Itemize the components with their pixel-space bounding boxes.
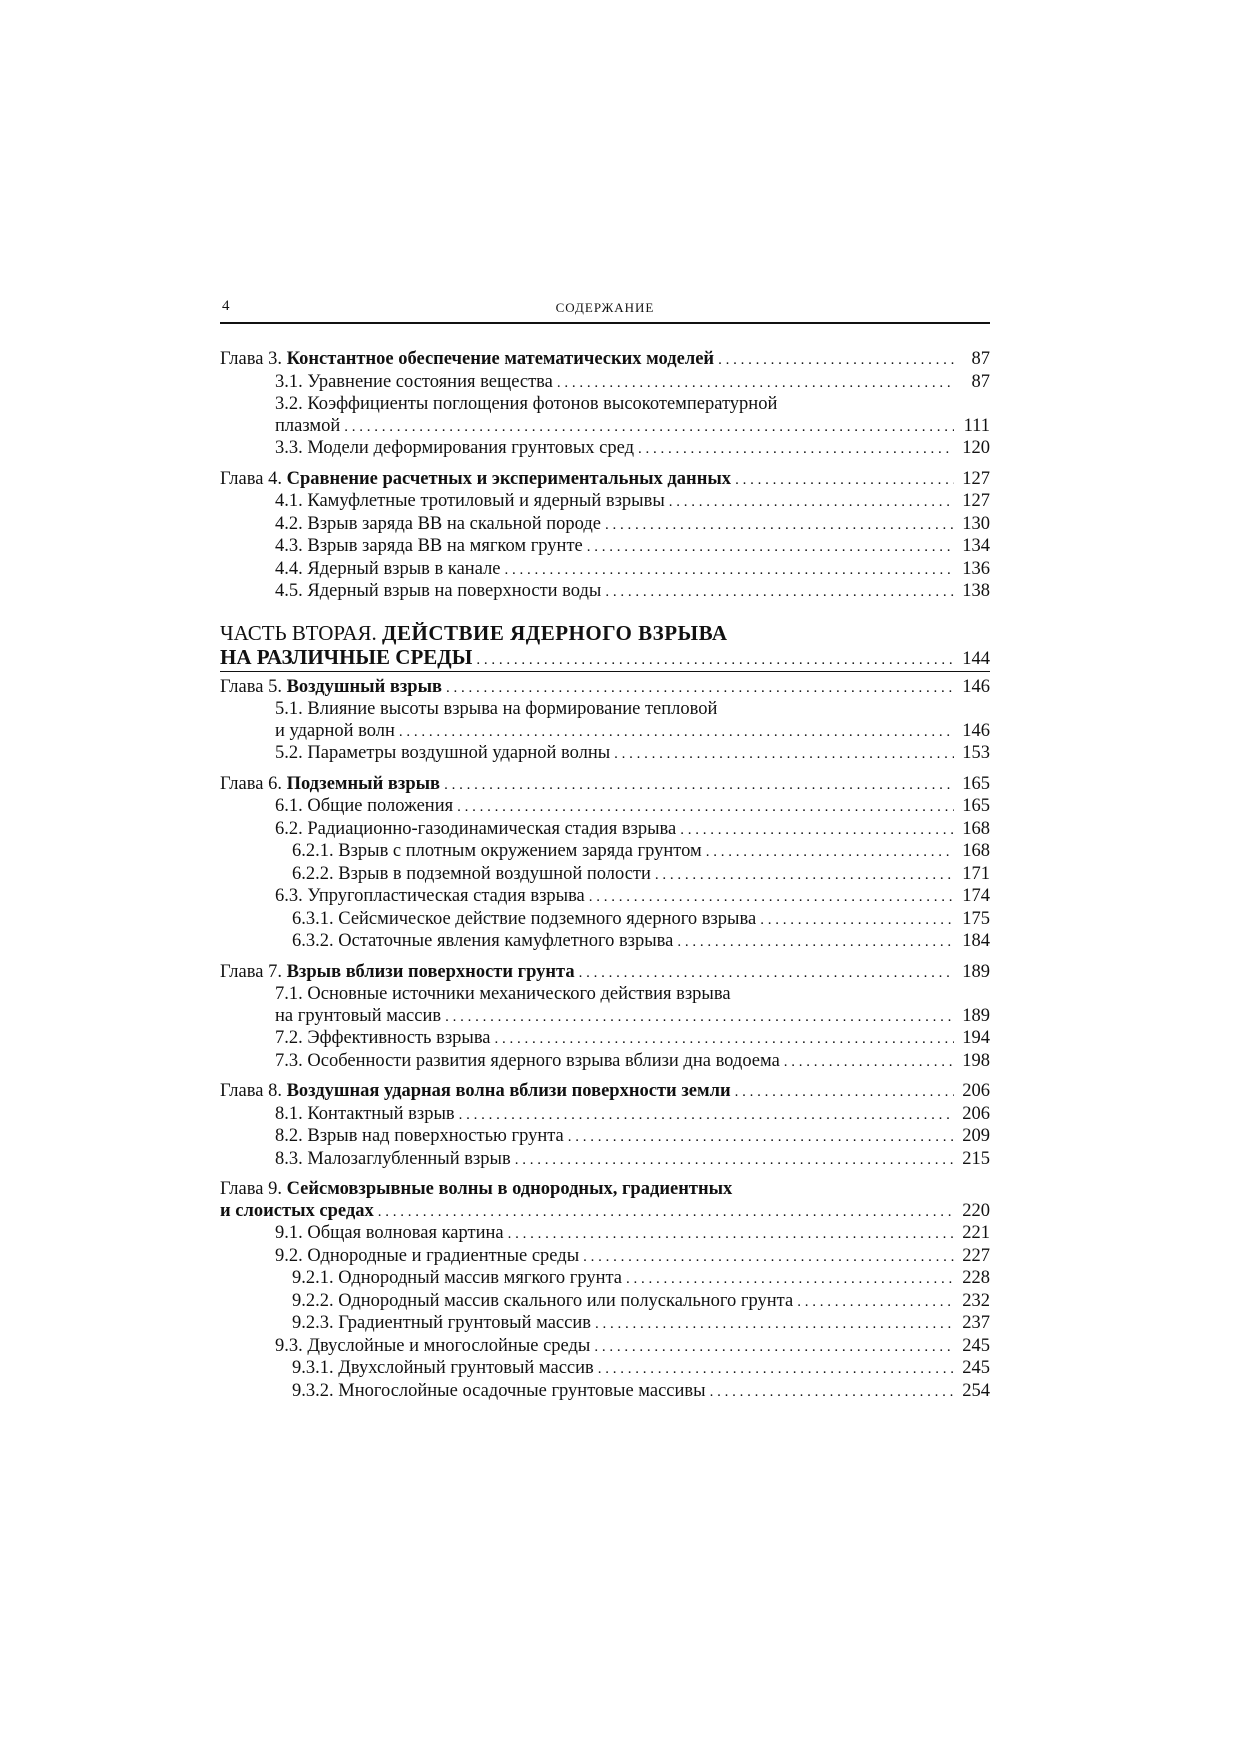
page-ref: 87: [971, 349, 990, 369]
chapter-title: Сравнение расчетных и экспериментальных данных: [286, 468, 732, 489]
section-title: Двуслойные и многослойные среды: [307, 1335, 591, 1356]
leader-dots: [344, 415, 954, 439]
toc-section-9-3[interactable]: [220, 1335, 990, 1358]
toc-section-3-1[interactable]: [220, 371, 990, 394]
toc-section-9-1[interactable]: [220, 1222, 990, 1245]
leader-dots: [399, 720, 954, 744]
page-ref: 232: [962, 1290, 990, 1311]
section-number: 6.2.: [275, 818, 303, 839]
leader-dots: [605, 580, 954, 604]
leader-dots: [457, 795, 954, 819]
leader-dots: [605, 513, 954, 537]
section-number: 6.3.1.: [292, 908, 334, 929]
section-title: Эффективность взрыва: [307, 1028, 491, 1048]
section-title: Упругопластическая стадия взрыва: [307, 886, 585, 906]
section-number: 3.2.: [275, 394, 303, 414]
section-title-cont: и ударной волн: [275, 721, 395, 741]
section-title: Основные источники механического действия взрыва: [307, 984, 731, 1004]
page-ref: 146: [962, 676, 990, 697]
page-ref: 127: [962, 468, 990, 489]
leader-dots: [589, 885, 954, 909]
section-title: Малозаглубленный взрыв: [307, 1148, 511, 1169]
toc-section-4-1[interactable]: [220, 490, 990, 513]
page-ref: 189: [962, 961, 990, 982]
leader-dots: [587, 535, 954, 559]
chapter-prefix: Глава 4.: [220, 468, 282, 489]
toc-subsection-9-2-3[interactable]: [220, 1312, 990, 1335]
toc-subsection-6-2-2[interactable]: [220, 863, 990, 886]
section-number: 8.3.: [275, 1148, 303, 1169]
page-ref: 111: [963, 416, 990, 436]
section-title: Взрыв заряда ВВ на мягком грунте: [307, 536, 583, 556]
toc-chapter-3[interactable]: [220, 348, 990, 371]
toc-chapter-6[interactable]: [220, 773, 990, 796]
leader-dots: [594, 1335, 954, 1359]
leader-dots: [598, 1357, 954, 1381]
toc-subsection-9-3-2[interactable]: [220, 1380, 990, 1403]
toc-chapter-5[interactable]: [220, 676, 990, 699]
leader-dots: [710, 1380, 954, 1404]
page-number: 4: [222, 298, 230, 314]
section-title: Остаточные явления камуфлетного взрыва: [338, 931, 674, 951]
toc-chapter-8[interactable]: [220, 1080, 990, 1103]
toc-part-2[interactable]: [220, 645, 990, 672]
section-title: Взрыв с плотным окружением заряда грунтом: [338, 841, 702, 861]
section-title: Взрыв в подземной воздушной полости: [338, 863, 651, 884]
section-title: Однородный массив мягкого грунта: [338, 1268, 623, 1288]
page-ref: 245: [962, 1335, 990, 1356]
section-number: 6.1.: [275, 796, 303, 816]
section-title: Модели деформирования грунтовых сред: [307, 438, 634, 458]
chapter-title: Воздушная ударная волна вблизи поверхности земли: [286, 1081, 731, 1101]
chapter-title-cont: и слоистых средах: [220, 1201, 374, 1221]
leader-dots: [677, 930, 954, 954]
toc-part-2-line1[interactable]: [220, 621, 990, 645]
section-title: Особенности развития ядерного взрыва вблизи дна водоема: [307, 1050, 780, 1071]
toc-section-4-5[interactable]: [220, 580, 990, 603]
leader-dots: [626, 1267, 954, 1291]
toc-section-6-2[interactable]: [220, 818, 990, 841]
page-ref: 206: [962, 1103, 990, 1124]
leader-dots: [508, 1222, 954, 1246]
section-title: Камуфлетные тротиловый и ядерный взрывы: [307, 491, 665, 511]
chapter-prefix: Глава 3.: [220, 349, 282, 369]
section-title: Влияние высоты взрыва на формирование тепловой: [307, 699, 718, 719]
toc-chapter-9-line1[interactable]: [220, 1178, 990, 1200]
leader-dots: [568, 1125, 954, 1149]
leader-dots: [735, 1080, 954, 1104]
section-number: 9.2.: [275, 1245, 303, 1266]
toc-section-9-2[interactable]: [220, 1245, 990, 1268]
page-ref: 237: [962, 1313, 990, 1333]
leader-dots: [784, 1050, 954, 1074]
section-number: 7.3.: [275, 1050, 303, 1071]
section-number: 3.3.: [275, 438, 303, 458]
section-number: 7.2.: [275, 1028, 303, 1048]
running-header: [220, 294, 990, 324]
leader-dots: [797, 1290, 954, 1314]
toc-subsection-9-2-2[interactable]: [220, 1290, 990, 1313]
part-title: ДЕЙСТВИЕ ЯДЕРНОГО ВЗРЫВА: [382, 620, 728, 645]
leader-dots: [459, 1103, 954, 1127]
leader-dots: [583, 1245, 954, 1269]
page-ref: 184: [962, 931, 990, 951]
page-ref: 215: [962, 1148, 990, 1169]
section-number: 8.2.: [275, 1126, 303, 1146]
toc-section-8-1[interactable]: [220, 1103, 990, 1126]
section-title: Параметры воздушной ударной волны: [307, 743, 611, 763]
leader-dots: [446, 676, 954, 700]
leader-dots: [735, 468, 954, 492]
section-title: Ядерный взрыв в канале: [307, 558, 501, 579]
leader-dots: [718, 348, 954, 372]
toc-chapter-7[interactable]: [220, 961, 990, 984]
leader-dots: [579, 961, 954, 985]
page-ref: 144: [962, 648, 990, 669]
page-ref: 198: [962, 1050, 990, 1071]
page-ref: 206: [962, 1081, 990, 1101]
section-number: 7.1.: [275, 984, 303, 1004]
section-number: 9.3.1.: [292, 1358, 334, 1378]
section-title: Взрыв над поверхностью грунта: [307, 1126, 564, 1146]
page-ref: 120: [962, 438, 990, 458]
toc-section-7-1-line1[interactable]: [220, 983, 990, 1005]
section-number: 4.3.: [275, 536, 303, 556]
section-number: 9.2.2.: [292, 1290, 334, 1311]
chapter-title: Подземный взрыв: [286, 773, 441, 794]
section-title: Многослойные осадочные грунтовые массивы: [338, 1380, 706, 1401]
chapter-prefix: Глава 5.: [220, 676, 282, 697]
chapter-title: Константное обеспечение математических моделей: [286, 349, 715, 369]
page-ref: 168: [962, 818, 990, 839]
section-number: 8.1.: [275, 1103, 303, 1124]
section-title: Однородный массив скального или полускального грунта: [338, 1290, 794, 1311]
leader-dots: [760, 908, 954, 932]
leader-dots: [515, 1148, 954, 1172]
page-ref: 134: [962, 536, 990, 556]
section-number: 4.1.: [275, 491, 303, 511]
toc-section-6-3[interactable]: [220, 885, 990, 908]
toc-section-4-3[interactable]: [220, 535, 990, 558]
page-ref: 245: [962, 1358, 990, 1378]
page-ref: 220: [962, 1201, 990, 1221]
header-title: СОДЕРЖАНИЕ: [555, 300, 655, 315]
page-ref: 209: [962, 1126, 990, 1146]
page-ref: 189: [962, 1006, 990, 1026]
leader-dots: [669, 490, 954, 514]
section-number: 9.2.1.: [292, 1268, 334, 1288]
page-ref: 168: [962, 841, 990, 861]
toc-chapter-4[interactable]: [220, 468, 990, 491]
page-ref: 87: [971, 371, 990, 392]
page-ref: 165: [962, 796, 990, 816]
toc-subsection-9-3-1[interactable]: [220, 1357, 990, 1380]
page-ref: 194: [962, 1028, 990, 1048]
chapter-prefix: Глава 6.: [220, 773, 282, 794]
toc-section-8-2[interactable]: [220, 1125, 990, 1148]
page-ref: 153: [962, 743, 990, 763]
leader-dots: [595, 1312, 954, 1336]
toc-section-5-1[interactable]: [220, 720, 990, 742]
leader-dots: [505, 558, 954, 582]
chapter-prefix: Глава 7.: [220, 961, 282, 982]
section-title: Общая волновая картина: [307, 1223, 504, 1243]
section-title: Ядерный взрыв на поверхности воды: [307, 581, 602, 601]
leader-dots: [680, 818, 954, 842]
leader-dots: [445, 1005, 954, 1029]
chapter-title: Воздушный взрыв: [286, 676, 443, 697]
section-title-cont: плазмой: [275, 416, 341, 436]
section-number: 4.5.: [275, 581, 303, 601]
section-title: Градиентный грунтовый массив: [338, 1313, 591, 1333]
page-ref: 165: [962, 773, 990, 794]
toc-section-6-1[interactable]: [220, 795, 990, 818]
section-number: 4.2.: [275, 513, 303, 534]
section-title: Однородные и градиентные среды: [307, 1245, 580, 1266]
leader-dots: [614, 742, 954, 766]
toc-section-3-2[interactable]: [220, 415, 990, 437]
part-prefix: ЧАСТЬ ВТОРАЯ.: [220, 620, 377, 645]
toc-section-7-3[interactable]: [220, 1050, 990, 1073]
chapter-prefix: Глава 9.: [220, 1179, 282, 1199]
page-ref: 221: [962, 1223, 990, 1243]
toc-chapter-9[interactable]: [220, 1200, 990, 1222]
chapter-title: Взрыв вблизи поверхности грунта: [286, 961, 575, 982]
section-number: 6.2.2.: [292, 863, 334, 884]
chapter-title: Сейсмовзрывные волны в однородных, градиентных: [286, 1179, 733, 1199]
page-ref: 227: [962, 1245, 990, 1266]
toc-section-8-3[interactable]: [220, 1148, 990, 1171]
section-title-cont: на грунтовый массив: [275, 1006, 442, 1026]
section-title: Уравнение состояния вещества: [307, 371, 553, 392]
section-title: Коэффициенты поглощения фотонов высокотемпературной: [307, 394, 778, 414]
section-title: Общие положения: [307, 796, 454, 816]
section-title: Сейсмическое действие подземного ядерного взрыва: [338, 908, 757, 929]
page-ref: 254: [962, 1380, 990, 1401]
page-ref: 127: [962, 491, 990, 511]
toc-subsection-6-3-1[interactable]: [220, 908, 990, 931]
section-number: 3.1.: [275, 371, 303, 392]
page-ref: 171: [962, 863, 990, 884]
section-number: 9.3.2.: [292, 1380, 334, 1401]
toc-section-5-2[interactable]: [220, 742, 990, 765]
leader-dots: [495, 1027, 954, 1051]
leader-dots: [444, 773, 954, 797]
leader-dots: [476, 645, 954, 672]
page-ref: 130: [962, 513, 990, 534]
page-ref: 146: [962, 721, 990, 741]
section-number: 6.2.1.: [292, 841, 334, 861]
page-ref: 138: [962, 581, 990, 601]
toc-subsection-6-3-2[interactable]: [220, 930, 990, 953]
section-title: Взрыв заряда ВВ на скальной породе: [307, 513, 602, 534]
toc-section-5-1-line1[interactable]: [220, 698, 990, 720]
toc-section-3-3[interactable]: [220, 437, 990, 460]
page-ref: 175: [962, 908, 990, 929]
section-number: 9.2.3.: [292, 1313, 334, 1333]
toc-section-7-2[interactable]: [220, 1027, 990, 1050]
section-number: 6.3.: [275, 886, 303, 906]
section-number: 9.1.: [275, 1223, 303, 1243]
toc-subsection-9-2-1[interactable]: [220, 1267, 990, 1290]
leader-dots: [638, 437, 954, 461]
leader-dots: [706, 840, 954, 864]
chapter-prefix: Глава 8.: [220, 1081, 282, 1101]
leader-dots: [378, 1200, 954, 1224]
section-title: Контактный взрыв: [307, 1103, 455, 1124]
section-title: Двухслойный грунтовый массив: [338, 1358, 594, 1378]
section-number: 9.3.: [275, 1335, 303, 1356]
toc-section-4-2[interactable]: [220, 513, 990, 536]
section-title: Радиационно-газодинамическая стадия взрыва: [307, 818, 677, 839]
section-number: 4.4.: [275, 558, 303, 579]
section-number: 5.2.: [275, 743, 303, 763]
leader-dots: [655, 863, 954, 887]
toc-subsection-6-2-1[interactable]: [220, 840, 990, 863]
part-title-cont: НА РАЗЛИЧНЫЕ СРЕДЫ: [220, 644, 473, 669]
page-ref: 174: [962, 886, 990, 906]
table-of-contents: [220, 348, 990, 1402]
toc-section-4-4[interactable]: [220, 558, 990, 581]
page-ref: 136: [962, 558, 990, 579]
toc-section-3-2-line1[interactable]: [220, 393, 990, 415]
leader-dots: [557, 371, 954, 395]
section-number: 5.1.: [275, 699, 303, 719]
page-ref: 228: [962, 1268, 990, 1288]
toc-section-7-1[interactable]: [220, 1005, 990, 1027]
section-number: 6.3.2.: [292, 931, 334, 951]
